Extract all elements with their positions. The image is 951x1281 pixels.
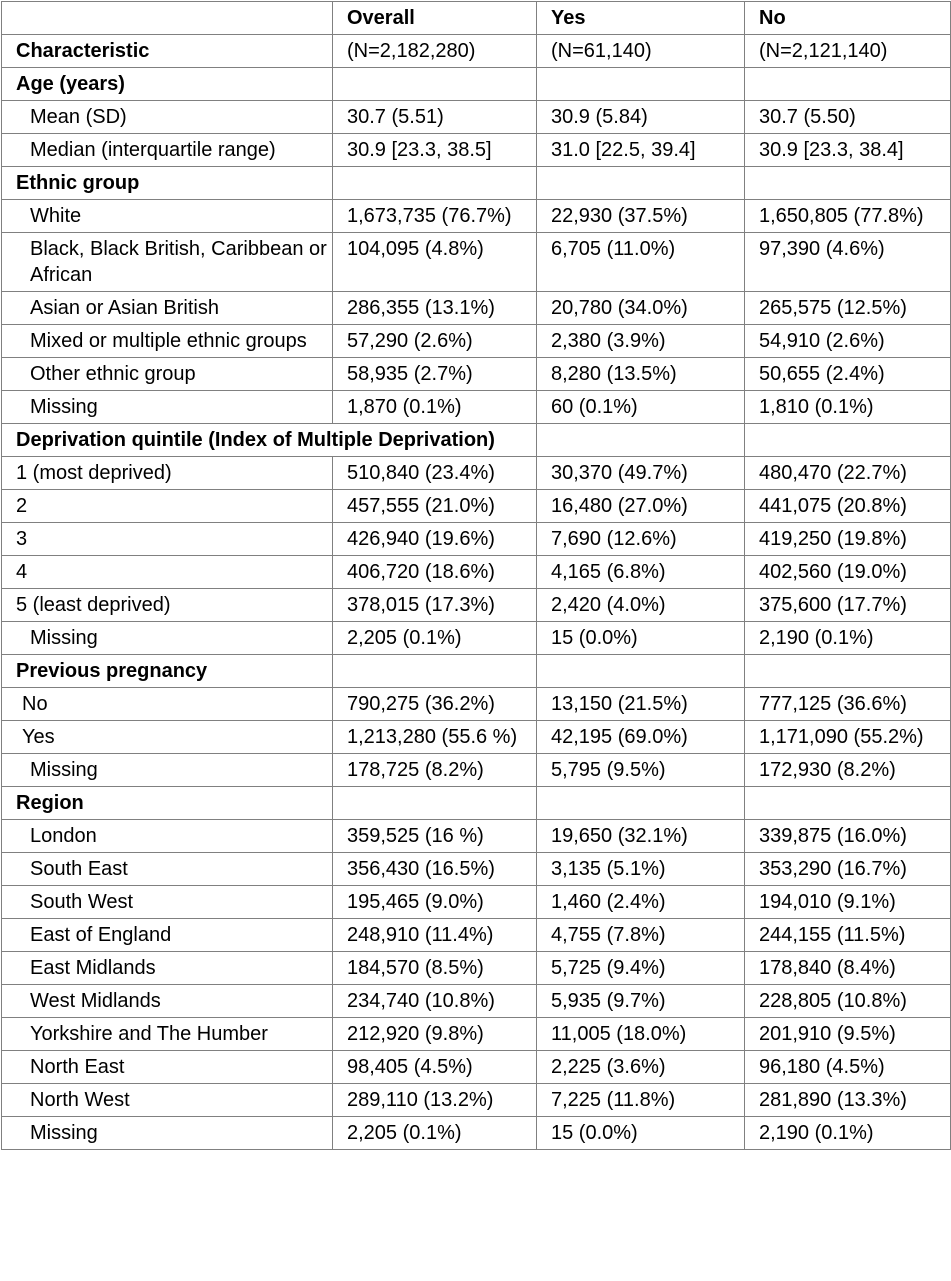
section-empty-cell — [745, 655, 951, 688]
value-no: 2,190 (0.1%) — [745, 622, 951, 655]
header-cell-no-n: (N=2,121,140) — [745, 35, 951, 68]
value-no: 339,875 (16.0%) — [745, 820, 951, 853]
value-yes: 11,005 (18.0%) — [537, 1018, 745, 1051]
row-label: East Midlands — [2, 952, 333, 985]
table-row — [2, 820, 951, 853]
value-no: 201,910 (9.5%) — [745, 1018, 951, 1051]
value-overall: 510,840 (23.4%) — [333, 457, 537, 490]
table-row — [2, 919, 951, 952]
value-yes: 8,280 (13.5%) — [537, 358, 745, 391]
value-overall: 1,673,735 (76.7%) — [333, 200, 537, 233]
table-row — [2, 233, 951, 292]
table-row — [2, 1117, 951, 1150]
value-overall: 289,110 (13.2%) — [333, 1084, 537, 1117]
value-overall: 1,213,280 (55.6 %) — [333, 721, 537, 754]
section-empty-cell — [745, 787, 951, 820]
value-no: 172,930 (8.2%) — [745, 754, 951, 787]
value-yes: 2,420 (4.0%) — [537, 589, 745, 622]
value-no: 97,390 (4.6%) — [745, 233, 951, 292]
value-no: 30.9 [23.3, 38.4] — [745, 134, 951, 167]
value-overall: 57,290 (2.6%) — [333, 325, 537, 358]
value-yes: 15 (0.0%) — [537, 1117, 745, 1150]
value-yes: 7,225 (11.8%) — [537, 1084, 745, 1117]
section-title: Region — [2, 787, 333, 820]
header-cell-no: No — [745, 2, 951, 35]
section-title: Previous pregnancy — [2, 655, 333, 688]
table-row — [2, 1051, 951, 1084]
row-label: East of England — [2, 919, 333, 952]
row-label: Missing — [2, 1117, 333, 1150]
section-empty-cell — [333, 68, 537, 101]
value-yes: 2,225 (3.6%) — [537, 1051, 745, 1084]
table-row — [2, 721, 951, 754]
section-title: Ethnic group — [2, 167, 333, 200]
section-empty-cell — [745, 68, 951, 101]
row-label: 1 (most deprived) — [2, 457, 333, 490]
value-no: 244,155 (11.5%) — [745, 919, 951, 952]
value-no: 178,840 (8.4%) — [745, 952, 951, 985]
row-label: Other ethnic group — [2, 358, 333, 391]
value-no: 777,125 (36.6%) — [745, 688, 951, 721]
value-no: 419,250 (19.8%) — [745, 523, 951, 556]
table-row — [2, 1018, 951, 1051]
value-overall: 356,430 (16.5%) — [333, 853, 537, 886]
row-label: 3 — [2, 523, 333, 556]
table-row — [2, 391, 951, 424]
section-header-row — [2, 655, 951, 688]
value-no: 228,805 (10.8%) — [745, 985, 951, 1018]
row-label: Mean (SD) — [2, 101, 333, 134]
section-empty-cell — [745, 167, 951, 200]
table-row — [2, 688, 951, 721]
section-empty-cell — [537, 655, 745, 688]
section-empty-cell — [745, 424, 951, 457]
value-overall: 2,205 (0.1%) — [333, 622, 537, 655]
value-yes: 7,690 (12.6%) — [537, 523, 745, 556]
row-label: South West — [2, 886, 333, 919]
value-overall: 212,920 (9.8%) — [333, 1018, 537, 1051]
row-label: No — [2, 688, 333, 721]
table-row — [2, 292, 951, 325]
header-cell-characteristic: Characteristic — [2, 35, 333, 68]
value-overall: 378,015 (17.3%) — [333, 589, 537, 622]
value-overall: 58,935 (2.7%) — [333, 358, 537, 391]
table-row — [2, 985, 951, 1018]
section-title: Deprivation quintile (Index of Multiple Deprivation) — [2, 424, 537, 457]
value-yes: 60 (0.1%) — [537, 391, 745, 424]
row-label: Missing — [2, 622, 333, 655]
value-no: 1,171,090 (55.2%) — [745, 721, 951, 754]
value-yes: 6,705 (11.0%) — [537, 233, 745, 292]
value-no: 281,890 (13.3%) — [745, 1084, 951, 1117]
value-yes: 5,725 (9.4%) — [537, 952, 745, 985]
value-overall: 234,740 (10.8%) — [333, 985, 537, 1018]
value-overall: 98,405 (4.5%) — [333, 1051, 537, 1084]
section-empty-cell — [537, 68, 745, 101]
value-yes: 20,780 (34.0%) — [537, 292, 745, 325]
value-yes: 19,650 (32.1%) — [537, 820, 745, 853]
table-row — [2, 358, 951, 391]
value-yes: 16,480 (27.0%) — [537, 490, 745, 523]
header-cell-empty — [2, 2, 333, 35]
table-row — [2, 1084, 951, 1117]
value-no: 480,470 (22.7%) — [745, 457, 951, 490]
value-yes: 4,165 (6.8%) — [537, 556, 745, 589]
table-row — [2, 101, 951, 134]
row-label: North East — [2, 1051, 333, 1084]
value-yes: 30.9 (5.84) — [537, 101, 745, 134]
row-label: Asian or Asian British — [2, 292, 333, 325]
header-row-counts — [2, 35, 951, 68]
value-no: 96,180 (4.5%) — [745, 1051, 951, 1084]
table-row — [2, 853, 951, 886]
row-label: North West — [2, 1084, 333, 1117]
row-label: Black, Black British, Caribbean or African — [2, 233, 333, 292]
value-yes: 5,935 (9.7%) — [537, 985, 745, 1018]
value-overall: 104,095 (4.8%) — [333, 233, 537, 292]
section-empty-cell — [333, 167, 537, 200]
section-empty-cell — [537, 424, 745, 457]
value-yes: 2,380 (3.9%) — [537, 325, 745, 358]
section-header-row — [2, 787, 951, 820]
value-no: 2,190 (0.1%) — [745, 1117, 951, 1150]
value-overall: 286,355 (13.1%) — [333, 292, 537, 325]
value-yes: 31.0 [22.5, 39.4] — [537, 134, 745, 167]
table-row — [2, 589, 951, 622]
table-body — [2, 2, 951, 1150]
value-no: 265,575 (12.5%) — [745, 292, 951, 325]
section-empty-cell — [537, 167, 745, 200]
value-no: 54,910 (2.6%) — [745, 325, 951, 358]
section-header-row — [2, 424, 951, 457]
table-row — [2, 622, 951, 655]
value-yes: 4,755 (7.8%) — [537, 919, 745, 952]
row-label: Median (interquartile range) — [2, 134, 333, 167]
value-no: 194,010 (9.1%) — [745, 886, 951, 919]
value-no: 50,655 (2.4%) — [745, 358, 951, 391]
table-row — [2, 490, 951, 523]
header-row-groups — [2, 2, 951, 35]
value-yes: 30,370 (49.7%) — [537, 457, 745, 490]
row-label: 5 (least deprived) — [2, 589, 333, 622]
value-yes: 1,460 (2.4%) — [537, 886, 745, 919]
value-no: 402,560 (19.0%) — [745, 556, 951, 589]
row-label: Mixed or multiple ethnic groups — [2, 325, 333, 358]
value-overall: 426,940 (19.6%) — [333, 523, 537, 556]
table-row — [2, 523, 951, 556]
table-row — [2, 556, 951, 589]
section-empty-cell — [537, 787, 745, 820]
row-label: Missing — [2, 754, 333, 787]
value-yes: 13,150 (21.5%) — [537, 688, 745, 721]
table-row — [2, 754, 951, 787]
value-overall: 178,725 (8.2%) — [333, 754, 537, 787]
section-title: Age (years) — [2, 68, 333, 101]
section-header-row — [2, 68, 951, 101]
value-yes: 3,135 (5.1%) — [537, 853, 745, 886]
header-cell-overall: Overall — [333, 2, 537, 35]
table-row — [2, 457, 951, 490]
row-label: London — [2, 820, 333, 853]
header-cell-yes-n: (N=61,140) — [537, 35, 745, 68]
characteristics-table — [1, 1, 951, 1150]
value-overall: 30.9 [23.3, 38.5] — [333, 134, 537, 167]
row-label: South East — [2, 853, 333, 886]
value-no: 1,810 (0.1%) — [745, 391, 951, 424]
value-overall: 1,870 (0.1%) — [333, 391, 537, 424]
value-overall: 30.7 (5.51) — [333, 101, 537, 134]
row-label: Yorkshire and The Humber — [2, 1018, 333, 1051]
table-row — [2, 325, 951, 358]
table-row — [2, 952, 951, 985]
value-no: 1,650,805 (77.8%) — [745, 200, 951, 233]
row-label: Missing — [2, 391, 333, 424]
value-overall: 2,205 (0.1%) — [333, 1117, 537, 1150]
header-cell-yes: Yes — [537, 2, 745, 35]
value-yes: 22,930 (37.5%) — [537, 200, 745, 233]
value-overall: 195,465 (9.0%) — [333, 886, 537, 919]
section-empty-cell — [333, 787, 537, 820]
value-yes: 5,795 (9.5%) — [537, 754, 745, 787]
table-row — [2, 134, 951, 167]
value-overall: 359,525 (16 %) — [333, 820, 537, 853]
table-row — [2, 200, 951, 233]
section-empty-cell — [333, 655, 537, 688]
section-header-row — [2, 167, 951, 200]
value-overall: 248,910 (11.4%) — [333, 919, 537, 952]
value-overall: 457,555 (21.0%) — [333, 490, 537, 523]
value-yes: 42,195 (69.0%) — [537, 721, 745, 754]
value-yes: 15 (0.0%) — [537, 622, 745, 655]
table-row — [2, 886, 951, 919]
value-overall: 406,720 (18.6%) — [333, 556, 537, 589]
row-label: 2 — [2, 490, 333, 523]
row-label: 4 — [2, 556, 333, 589]
value-no: 353,290 (16.7%) — [745, 853, 951, 886]
value-no: 375,600 (17.7%) — [745, 589, 951, 622]
row-label: Yes — [2, 721, 333, 754]
value-overall: 790,275 (36.2%) — [333, 688, 537, 721]
header-cell-overall-n: (N=2,182,280) — [333, 35, 537, 68]
value-no: 30.7 (5.50) — [745, 101, 951, 134]
value-no: 441,075 (20.8%) — [745, 490, 951, 523]
value-overall: 184,570 (8.5%) — [333, 952, 537, 985]
row-label: White — [2, 200, 333, 233]
row-label: West Midlands — [2, 985, 333, 1018]
